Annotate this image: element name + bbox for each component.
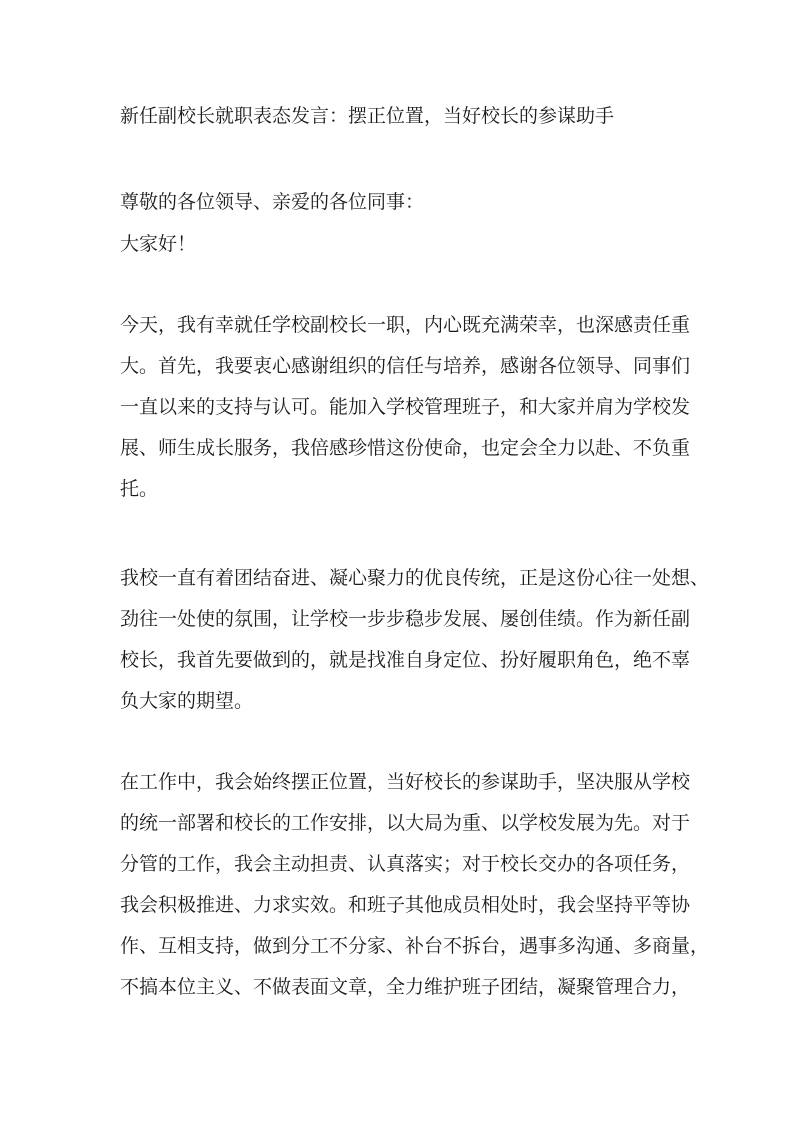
paragraph-line: 大。首先，我要衷心感谢组织的信任与培养，感谢各位领导、同事们 <box>120 355 691 377</box>
paragraph-1 <box>120 305 690 510</box>
salutation: 尊敬的各位领导、亲爱的各位同事： <box>120 191 425 213</box>
paragraph-line: 负大家的期望。 <box>120 690 254 712</box>
paragraph-3 <box>120 762 709 1008</box>
paragraph-line: 我会积极推进、力求实效。和班子其他成员相处时，我会坚持平等协 <box>120 894 691 916</box>
greeting: 大家好！ <box>120 233 197 255</box>
paragraph-line: 托。 <box>120 478 159 500</box>
paragraph-2 <box>120 558 709 722</box>
paragraph-line: 不搞本位主义、不做表面文章，全力维护班子团结，凝聚管理合力， <box>120 976 691 998</box>
paragraph-line: 劲往一处使的氛围，让学校一步步稳步发展、屡创佳绩。作为新任副 <box>120 608 691 630</box>
paragraph-line: 分管的工作，我会主动担责、认真落实；对于校长交办的各项任务， <box>120 853 691 875</box>
paragraph-line: 我校一直有着团结奋进、凝心聚力的优良传统，正是这份心往一处想、 <box>120 567 710 589</box>
paragraph-line: 在工作中，我会始终摆正位置，当好校长的参谋助手，坚决服从学校 <box>120 771 691 793</box>
paragraph-line: 展、师生成长服务，我倍感珍惜这份使命，也定会全力以赴、不负重 <box>120 437 691 459</box>
paragraph-line: 校长，我首先要做到的，就是找准自身定位、扮好履职角色，绝不辜 <box>120 649 691 671</box>
document-title: 新任副校长就职表态发言：摆正位置，当好校长的参谋助手 <box>120 105 615 127</box>
paragraph-line: 的统一部署和校长的工作安排，以大局为重、以学校发展为先。对于 <box>120 812 691 834</box>
paragraph-line: 一直以来的支持与认可。能加入学校管理班子，和大家并肩为学校发 <box>120 396 691 418</box>
paragraph-line: 今天，我有幸就任学校副校长一职，内心既充满荣幸，也深感责任重 <box>120 314 691 336</box>
paragraph-line: 作、互相支持，做到分工不分家、补台不拆台，遇事多沟通、多商量， <box>120 935 710 957</box>
